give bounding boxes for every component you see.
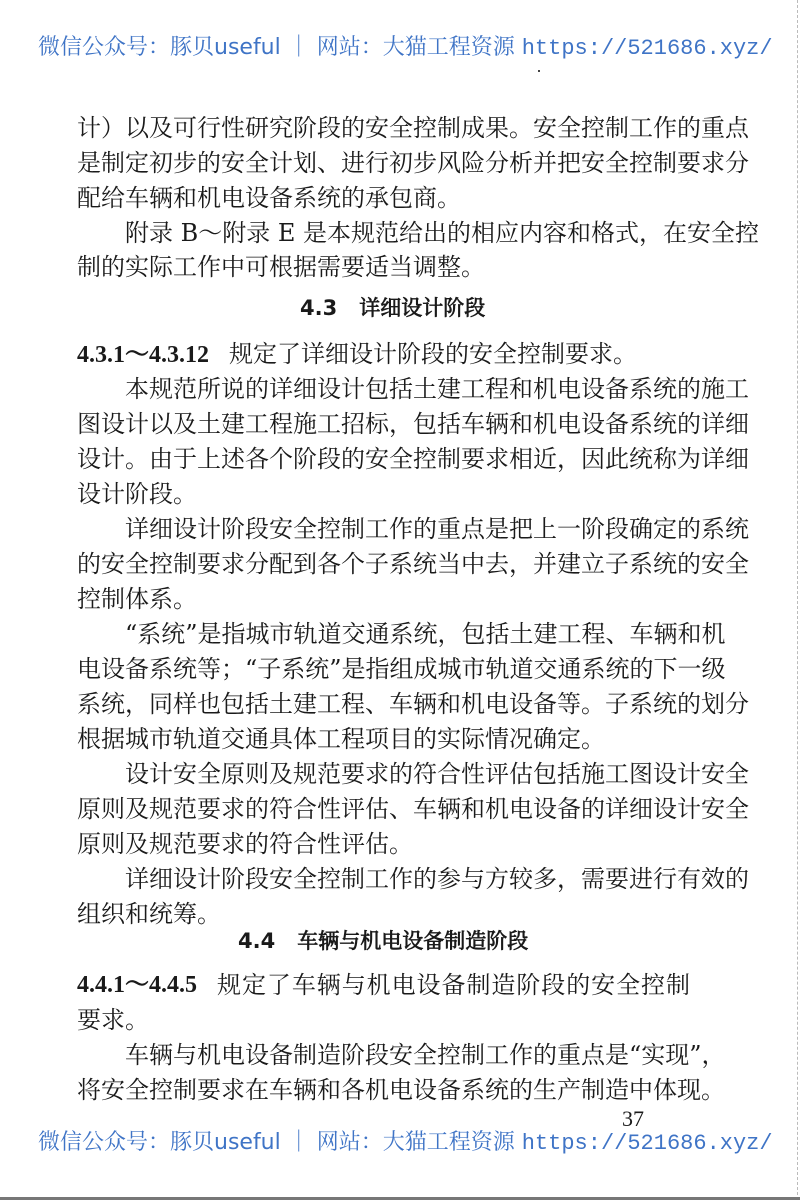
clause-text: 规定了详细设计阶段的安全控制要求。 <box>229 340 637 368</box>
paragraph-line: 计）以及可行性研究阶段的安全控制成果。安全控制工作的重点 <box>77 114 749 142</box>
paragraph-line: 根据城市轨道交通具体工程项目的实际情况确定。 <box>77 725 605 753</box>
clause-line <box>77 970 690 1000</box>
section-number: 4.3 <box>300 296 338 320</box>
paragraph-line: 组织和统筹。 <box>77 900 221 928</box>
clause-number: 4.3.1～4.3.12 <box>77 342 209 368</box>
watermark-url: https://521686.xyz/ <box>521 36 773 61</box>
paragraph-line: 设计。由于上述各个阶段的安全控制要求相近，因此统称为详细 <box>77 445 749 473</box>
paragraph-line: 附录 B～附录 E 是本规范给出的相应内容和格式，在安全控 <box>125 219 760 247</box>
page-edge <box>796 0 798 1200</box>
paragraph-line: 设计安全原则及规范要求的符合性评估包括施工图设计安全 <box>125 760 749 788</box>
watermark-text: 微信公众号：豚贝useful ｜ 网站：大猫工程资源 <box>38 35 522 60</box>
paragraph-line: 将安全控制要求在车辆和各机电设备系统的生产制造中体现。 <box>77 1076 725 1104</box>
paragraph-line: 详细设计阶段安全控制工作的重点是把上一阶段确定的系统 <box>125 515 749 543</box>
paragraph-line: 详细设计阶段安全控制工作的参与方较多，需要进行有效的 <box>125 865 749 893</box>
paragraph-line: 电设备系统等；“子系统”是指组成城市轨道交通系统的下一级 <box>77 655 726 683</box>
paragraph-line: “系统”是指城市轨道交通系统，包括土建工程、车辆和机 <box>125 620 726 648</box>
paragraph-line: 本规范所说的详细设计包括土建工程和机电设备系统的施工 <box>125 375 749 403</box>
clause-number: 4.4.1～4.4.5 <box>77 972 197 998</box>
paragraph-line: 配给车辆和机电设备系统的承包商。 <box>77 184 461 212</box>
paragraph-line: 原则及规范要求的符合性评估、车辆和机电设备的详细设计安全 <box>77 795 749 823</box>
section-heading-4-4 <box>238 925 528 955</box>
section-title: 车辆与机电设备制造阶段 <box>297 929 529 953</box>
watermark-text: 微信公众号：豚贝useful ｜ 网站：大猫工程资源 <box>38 1130 522 1155</box>
paragraph-line: 的安全控制要求分配到各个子系统当中去，并建立子系统的安全 <box>77 550 749 578</box>
clause-line <box>77 339 690 370</box>
watermark-top <box>38 30 773 61</box>
section-title: 详细设计阶段 <box>359 296 486 320</box>
section-heading-4-3 <box>300 292 485 322</box>
paragraph-line: 图设计以及土建工程施工招标，包括车辆和机电设备系统的详细 <box>77 410 749 438</box>
paragraph-line: 控制体系。 <box>77 585 197 613</box>
watermark-bottom <box>38 1125 773 1156</box>
paragraph-line: 设计阶段。 <box>77 480 197 508</box>
paragraph-line: 是制定初步的安全计划、进行初步风险分析并把安全控制要求分 <box>77 149 749 177</box>
clause-text: 规定了车辆与机电设备制造阶段的安全控制 <box>217 971 690 999</box>
paragraph-line: 原则及规范要求的符合性评估。 <box>77 830 413 858</box>
paragraph-line: 制的实际工作中可根据需要适当调整。 <box>77 253 485 281</box>
watermark-url: https://521686.xyz/ <box>521 1131 773 1156</box>
scan-speck <box>538 70 540 72</box>
section-number: 4.4 <box>238 929 276 953</box>
paragraph-line: 系统，同样也包括土建工程、车辆和机电设备等。子系统的划分 <box>77 690 749 718</box>
page-number: 37 <box>622 1106 644 1131</box>
paragraph-line: 要求。 <box>77 1006 149 1034</box>
paragraph-line: 车辆与机电设备制造阶段安全控制工作的重点是“实现”， <box>125 1041 726 1069</box>
